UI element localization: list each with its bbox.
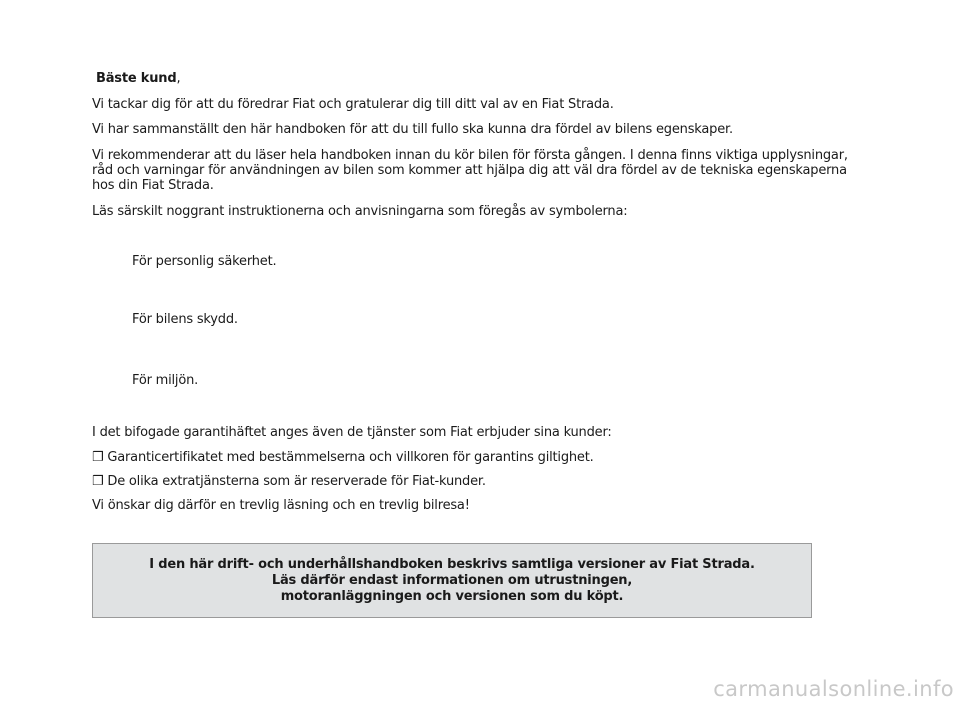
symbol-environment: För miljön.: [132, 373, 199, 388]
paragraph-thanks: Vi tackar dig för att du föredrar Fiat och gratulerar dig till ditt val av en Fiat Strada.: [92, 97, 614, 112]
paragraph-recommend-line2: råd och varningar för användningen av bilen som kommer att hjälpa dig att väl dra fördel av de tekniska egenskaperna: [92, 163, 847, 178]
notice-line-3: motoranläggningen och versionen som du köpt.: [280, 588, 624, 604]
paragraph-handbook: Vi har sammanställt den här handboken för att du till fullo ska kunna dra fördel av bilens egenskaper.: [92, 122, 733, 137]
paragraph-symbols-intro: Läs särskilt noggrant instruktionerna och anvisningarna som föregås av symbolerna:: [92, 204, 628, 219]
symbol-vehicle-protection: För bilens skydd.: [132, 312, 238, 327]
paragraph-closing: Vi önskar dig därför en trevlig läsning och en trevlig bilresa!: [92, 498, 470, 513]
notice-box: [92, 543, 812, 618]
salutation: [96, 71, 180, 86]
notice-line-2: Läs därför endast informationen om utrustningen,: [271, 572, 633, 588]
paragraph-warranty-intro: I det bifogade garantihäftet anges även de tjänster som Fiat erbjuder sina kunder:: [92, 425, 612, 440]
list-item-warranty-certificate: ❒ Garanticertifikatet med bestämmelserna och villkoren för garantins giltighet.: [92, 450, 594, 465]
notice-line-1: I den här drift- och underhållshandboken beskrivs samtliga versioner av Fiat Strada.: [149, 556, 755, 572]
list-item-extra-services: ❒ De olika extratjänsterna som är reserverade för Fiat-kunder.: [92, 474, 486, 489]
symbol-personal-safety: För personlig säkerhet.: [132, 254, 277, 269]
salutation-name: Bäste kund: [96, 71, 177, 86]
salutation-comma: ,: [176, 71, 181, 86]
watermark: carmanualsonline.info: [713, 677, 954, 701]
paragraph-recommend-line3: hos din Fiat Strada.: [92, 178, 214, 193]
paragraph-recommend-line1: Vi rekommenderar att du läser hela handboken innan du kör bilen för första gången. I denna finns viktiga upplysningar,: [92, 148, 848, 163]
